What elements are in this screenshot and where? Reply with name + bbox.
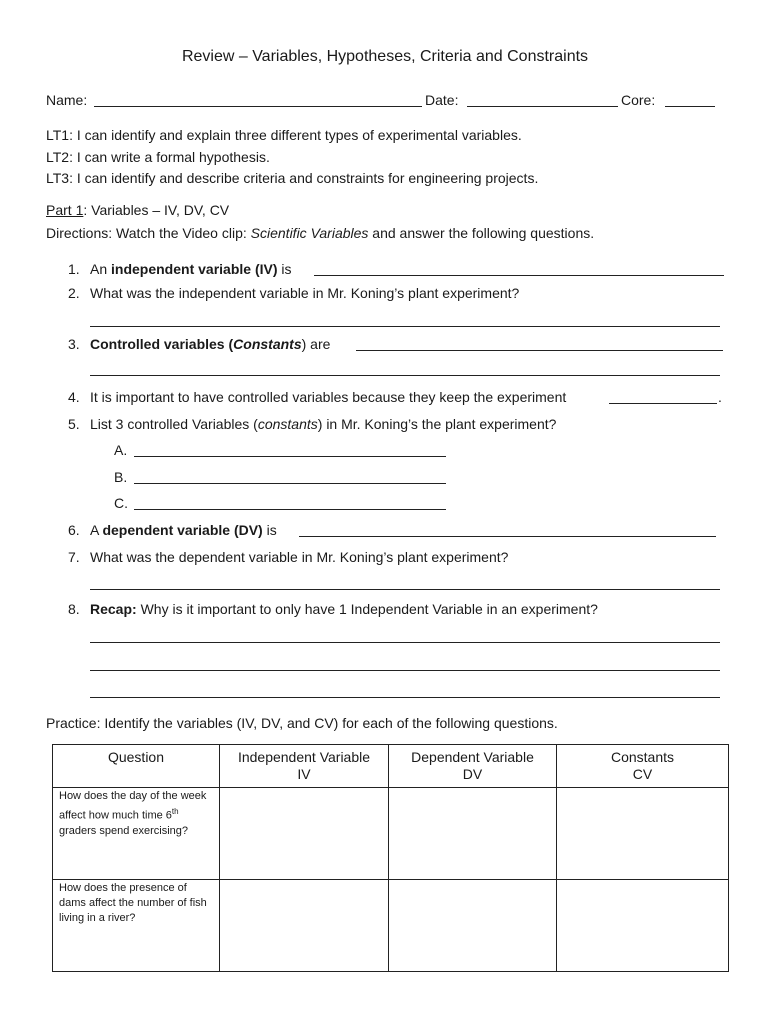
answer-line-q3a[interactable] <box>356 350 723 351</box>
answer-line-q5c[interactable] <box>134 509 446 510</box>
question-text: An <box>90 261 112 277</box>
answer-line-q3b[interactable] <box>90 375 720 376</box>
directions-prefix: Directions: Watch the Video clip: <box>46 225 251 241</box>
question-number: 1. <box>68 261 80 277</box>
option-b-label: B. <box>114 469 128 485</box>
column-header-label: Constants <box>610 749 675 765</box>
practice-question-text: graders spend exercising? <box>59 824 189 837</box>
answer-line-q8b[interactable] <box>90 670 720 671</box>
question-text: What was the dependent variable in Mr. Koning’s plant experiment? <box>90 549 509 565</box>
term-constants: constants <box>257 416 318 432</box>
question-4 <box>68 389 566 405</box>
column-header-label: Dependent Variable <box>411 749 534 765</box>
column-header-iv <box>220 745 389 788</box>
answer-line-q5a[interactable] <box>134 456 446 457</box>
question-2 <box>68 285 519 301</box>
part1-heading <box>46 202 229 218</box>
question-text: What was the independent variable in Mr. Koning’s plant experiment? <box>90 285 520 301</box>
column-header-label: Question <box>107 749 165 765</box>
practice-question-text: How does the day of the week affect how much time 6 <box>59 790 207 822</box>
cv-answer-cell[interactable] <box>557 880 729 972</box>
video-clip-title: Scientific Variables <box>250 225 369 241</box>
question-7 <box>68 549 508 565</box>
question-3 <box>68 336 330 352</box>
practice-question-cell <box>53 788 220 880</box>
question-number: 6. <box>68 522 80 538</box>
table-row <box>53 788 729 880</box>
iv-answer-cell[interactable] <box>220 788 389 880</box>
name-field[interactable] <box>94 106 422 107</box>
practice-instructions: Practice: Identify the variables (IV, DV, and CV) for each of the following questions. <box>46 715 558 731</box>
question-text: It is important to have controlled variables because they keep the experiment <box>90 389 567 405</box>
recap-label: Recap: <box>90 601 137 617</box>
date-label: Date: <box>425 92 459 108</box>
question-number: 5. <box>68 416 80 432</box>
question-text: is <box>277 261 292 277</box>
term-dependent-variable: dependent variable (DV) <box>102 522 263 538</box>
question-6 <box>68 522 277 538</box>
answer-line-q2[interactable] <box>90 326 720 327</box>
cv-answer-cell[interactable] <box>557 788 729 880</box>
question-text: A <box>90 522 103 538</box>
column-header-label: Independent Variable <box>237 749 371 765</box>
question-number: 2. <box>68 285 80 301</box>
practice-question-cell <box>53 880 220 972</box>
column-header-cv <box>557 745 729 788</box>
table-row <box>53 880 729 972</box>
part1-heading-text: : Variables – IV, DV, CV <box>83 202 230 218</box>
learning-target-3: LT3: I can identify and describe criteria and constraints for engineering projects. <box>46 170 539 186</box>
directions <box>46 225 594 241</box>
core-field[interactable] <box>665 106 715 107</box>
question-text: ) are <box>301 336 331 352</box>
question-number: 8. <box>68 601 80 617</box>
answer-line-q8a[interactable] <box>90 642 720 643</box>
term-independent-variable: independent variable (IV) <box>111 261 278 277</box>
practice-question-text: How does the presence of dams affect the number of fish living in a river? <box>59 882 207 924</box>
period: . <box>718 389 722 405</box>
question-text: is <box>262 522 277 538</box>
question-text: List 3 controlled Variables ( <box>90 416 258 432</box>
page-title: Review – Variables, Hypotheses, Criteria and Constraints <box>181 48 589 65</box>
option-a-label: A. <box>114 442 128 458</box>
directions-suffix: and answer the following questions. <box>368 225 595 241</box>
answer-line-q8c[interactable] <box>90 697 720 698</box>
question-8 <box>68 601 598 617</box>
ordinal-suffix: th <box>171 807 179 816</box>
column-header-abbrev: IV <box>297 766 311 782</box>
answer-line-q5b[interactable] <box>134 483 446 484</box>
practice-table <box>52 744 729 972</box>
part1-label: Part 1 <box>46 202 84 218</box>
question-number: 7. <box>68 549 80 565</box>
dv-answer-cell[interactable] <box>389 880 557 972</box>
learning-target-1: LT1: I can identify and explain three different types of experimental variables. <box>46 127 522 143</box>
question-text: Why is it important to only have 1 Independent Variable in an experiment? <box>136 601 598 617</box>
table-header-row <box>53 745 729 788</box>
question-number: 3. <box>68 336 80 352</box>
term-constants: Constants <box>233 336 302 352</box>
question-1 <box>68 261 292 277</box>
core-label: Core: <box>621 92 656 108</box>
answer-line-q1[interactable] <box>314 275 724 276</box>
answer-line-q6[interactable] <box>299 536 716 537</box>
column-header-question <box>53 745 220 788</box>
column-header-dv <box>389 745 557 788</box>
answer-line-q7[interactable] <box>90 589 720 590</box>
dv-answer-cell[interactable] <box>389 788 557 880</box>
iv-answer-cell[interactable] <box>220 880 389 972</box>
term-controlled-variables: Controlled variables ( <box>90 336 234 352</box>
column-header-abbrev: CV <box>632 766 653 782</box>
answer-line-q4[interactable] <box>609 403 717 404</box>
question-5 <box>68 416 556 432</box>
question-text: ) in Mr. Koning’s the plant experiment? <box>317 416 557 432</box>
option-c-label: C. <box>114 495 128 511</box>
name-label: Name: <box>46 92 88 108</box>
date-field[interactable] <box>467 106 618 107</box>
column-header-abbrev: DV <box>462 766 483 782</box>
question-number: 4. <box>68 389 80 405</box>
learning-target-2: LT2: I can write a formal hypothesis. <box>46 149 270 165</box>
